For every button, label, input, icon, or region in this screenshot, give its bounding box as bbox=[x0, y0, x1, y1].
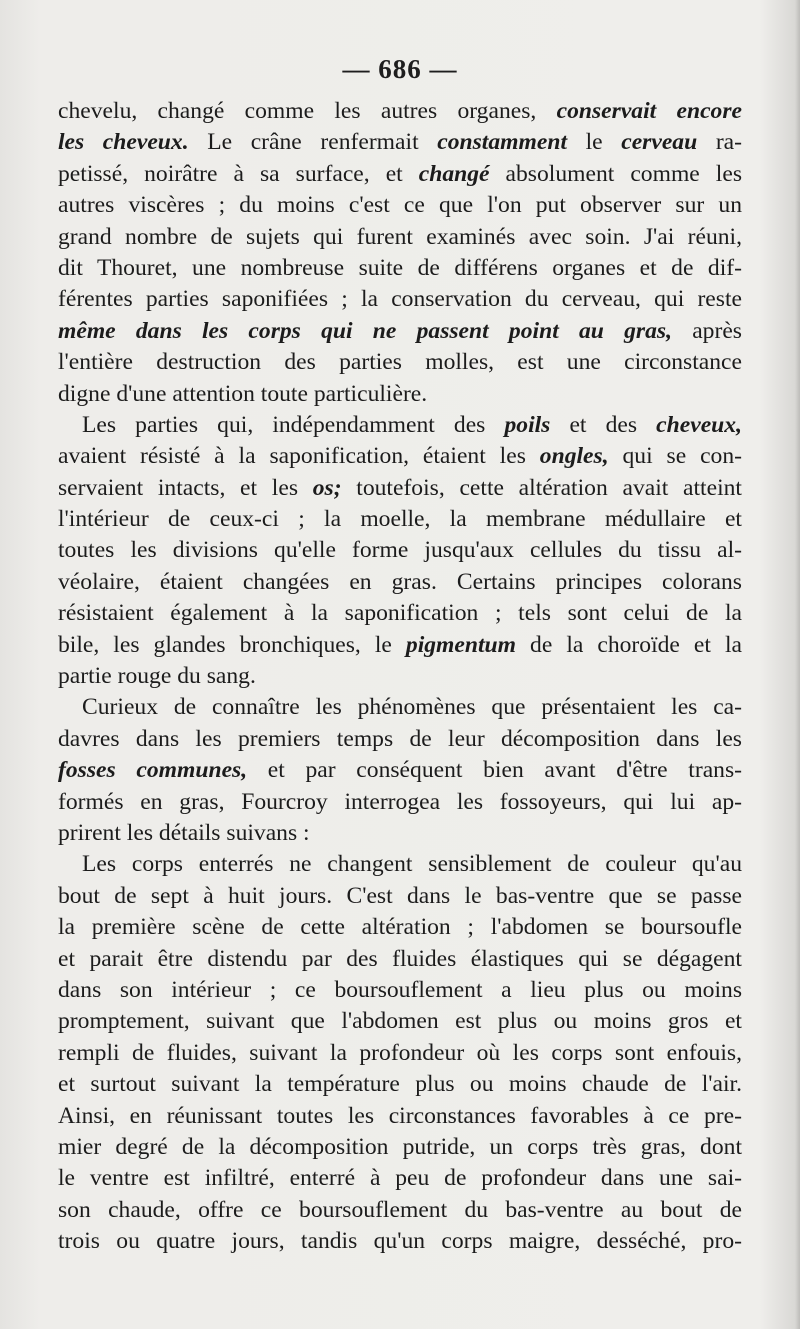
text-line: Ainsi, en réunissant toutes les circonstances favorables à ce pre- bbox=[58, 1102, 742, 1129]
italic-emphasis: pigmentum bbox=[405, 631, 517, 658]
text-line: et surtout suivant la température plus ou moins chaude de l'air. bbox=[58, 1071, 742, 1098]
paragraph bbox=[58, 96, 742, 410]
text-line: promptement, suivant que l'abdomen est plus ou moins gros et bbox=[58, 1008, 742, 1035]
text-line: toutes les divisions qu'elle forme jusqu'aux cellules du tissu al- bbox=[58, 537, 742, 564]
text-line: les cheveux. Le crâne renfermait constamment le cerveau ra- bbox=[58, 129, 742, 156]
text-line: petissé, noirâtre à sa surface, et changé absolument comme les bbox=[58, 160, 742, 187]
text-line: grand nombre de sujets qui furent examinés avec soin. J'ai réuni, bbox=[58, 223, 742, 250]
text-line: et parait être distendu par des fluides élastiques qui se dégagent bbox=[58, 945, 742, 972]
italic-emphasis: constamment bbox=[437, 129, 567, 156]
text-line: servaient intacts, et les os; toutefois, cette altération avait atteint bbox=[58, 474, 742, 501]
text-line: rempli de fluides, suivant la profondeur où les corps sont enfouis, bbox=[58, 1039, 742, 1066]
text-line: dans son intérieur ; ce boursouflement a lieu plus ou moins bbox=[58, 976, 742, 1003]
text-line: trois ou quatre jours, tandis qu'un corps maigre, desséché, pro- bbox=[58, 1228, 742, 1255]
text-line: férentes parties saponifiées ; la conservation du cerveau, qui reste bbox=[58, 286, 742, 313]
italic-emphasis: ongles, bbox=[539, 443, 609, 470]
text-line: la première scène de cette altération ; l'abdomen se boursoufle bbox=[58, 914, 742, 941]
text-line: prirent les détails suivans : bbox=[58, 819, 310, 846]
text-line: chevelu, changé comme les autres organes, conservait encore bbox=[58, 98, 742, 124]
text-line: le ventre est infiltré, enterré à peu de profondeur dans une sai- bbox=[58, 1165, 742, 1192]
text-line: davres dans les premiers temps de leur décomposition dans les bbox=[58, 725, 742, 752]
page-number: — 686 — bbox=[342, 54, 458, 84]
italic-emphasis: cerveau bbox=[621, 129, 698, 156]
paragraph bbox=[58, 410, 742, 693]
text-line: bout de sept à huit jours. C'est dans le bas-ventre que se passe bbox=[58, 882, 742, 909]
paragraph bbox=[58, 692, 742, 849]
text-line: même dans les corps qui ne passent point au gras, après bbox=[58, 317, 742, 344]
italic-emphasis: os; bbox=[312, 474, 342, 501]
italic-emphasis: poils bbox=[504, 411, 551, 438]
text-line: l'intérieur de ceux-ci ; la moelle, la membrane médullaire et bbox=[58, 506, 742, 533]
italic-emphasis: conservait encore bbox=[556, 98, 742, 124]
text-line: son chaude, offre ce boursouflement du bas-ventre au bout de bbox=[58, 1196, 742, 1223]
text-line: l'entière destruction des parties molles, est une circonstance bbox=[58, 349, 742, 376]
paragraph bbox=[58, 849, 742, 1257]
text-line: autres viscères ; du moins c'est ce que l'on put observer sur un bbox=[58, 192, 742, 219]
italic-emphasis: changé bbox=[418, 160, 490, 187]
text-line: avaient résisté à la saponification, étaient les ongles, qui se con- bbox=[58, 443, 743, 470]
text-line: dit Thouret, une nombreuse suite de différens organes et de dif- bbox=[58, 254, 742, 281]
italic-emphasis: cheveux, bbox=[656, 411, 742, 438]
text-line: formés en gras, Fourcroy interrogea les fossoyeurs, qui lui ap- bbox=[58, 788, 742, 815]
italic-emphasis: fosses communes, bbox=[58, 757, 248, 784]
text-line: partie rouge du sang. bbox=[58, 663, 256, 690]
italic-emphasis: même dans les corps qui ne passent point au gras, bbox=[58, 317, 672, 344]
text-line: Curieux de connaître les phénomènes que présentaient les ca- bbox=[82, 694, 742, 721]
text-line: Les corps enterrés ne changent sensiblement de couleur qu'au bbox=[82, 851, 742, 878]
text-line: véolaire, étaient changées en gras. Certains principes colorans bbox=[58, 568, 742, 595]
text-line: mier degré de la décomposition putride, un corps très gras, dont bbox=[58, 1133, 742, 1160]
text-line: Les parties qui, indépendamment des poils et des cheveux, bbox=[82, 411, 742, 438]
text-line: résistaient également à la saponification ; tels sont celui de la bbox=[58, 600, 742, 627]
body-text bbox=[58, 96, 742, 1257]
text-line: bile, les glandes bronchiques, le pigmentum de la choroïde et la bbox=[58, 631, 742, 658]
text-line: fosses communes, et par conséquent bien avant d'être trans- bbox=[58, 757, 742, 784]
text-line: digne d'une attention toute particulière. bbox=[58, 380, 428, 407]
italic-emphasis: les cheveux. bbox=[58, 129, 189, 156]
